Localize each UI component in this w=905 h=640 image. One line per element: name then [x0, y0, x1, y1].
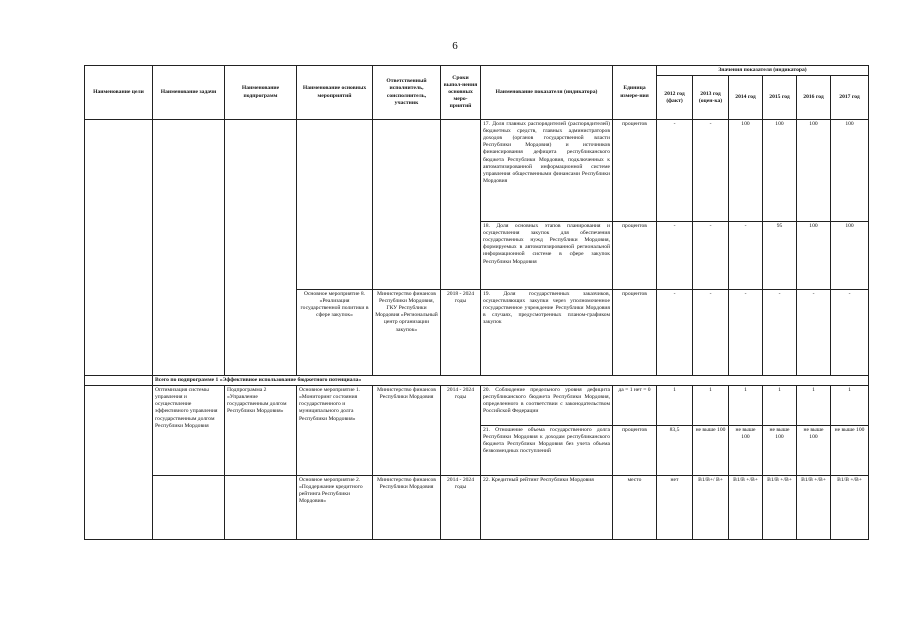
value-cell: не выше 100	[831, 426, 869, 476]
header-year: 2015 год	[763, 76, 797, 120]
value-cell: 1	[831, 386, 869, 426]
value-cell: -	[763, 290, 797, 376]
unit-cell: процентов	[613, 426, 657, 476]
value-cell: -	[729, 290, 763, 376]
value-cell: 100	[797, 120, 831, 222]
indicator-cell: 22. Кредитный рейтинг Республики Мордовия	[481, 476, 613, 540]
header-goal: Наименование цели	[85, 66, 153, 120]
header-values-group: Значения показателя (индикатора)	[657, 66, 869, 76]
value-cell: нет	[657, 476, 693, 540]
subprogram-total: Всего по подпрограмме 1 «Эффективное использование бюджетного потенциала»	[153, 376, 869, 386]
goal-cell	[85, 376, 153, 386]
header-year: 2012 год (факт)	[657, 76, 693, 120]
value-cell: -	[797, 290, 831, 376]
value-cell: 95	[763, 222, 797, 290]
indicator-cell: 21. Отношение объема государственного долга Республики Мордовия к доходам республиканского бюджета Республики Мордовия без учета объема безвозмездных поступлений	[481, 426, 613, 476]
terms-cell: 2014 - 2024 годы	[441, 476, 481, 540]
value-cell: 100	[831, 222, 869, 290]
subprogram-cell	[225, 476, 297, 540]
header-subprogram: Наименование подпрограмм	[225, 66, 297, 120]
unit-cell: место	[613, 476, 657, 540]
table-row	[85, 476, 869, 540]
terms-cell	[441, 120, 481, 290]
indicator-cell: 17. Доля главных распорядителей (распорядителей) бюджетных средств, главных администраторов доходов (органов государственной власти Республики Мордовия) и источников финансирования дефицита республиканского бюджета Республики Мордовия, подключенных к автоматизированной информационной системе управления общественными финансами Республики Мордовия	[481, 120, 613, 222]
goal-cell	[85, 386, 153, 540]
executor-cell: Министерство финансов Республики Мордовия	[373, 476, 441, 540]
page-number: 6	[452, 40, 458, 52]
value-cell: 1	[763, 386, 797, 426]
header-indicator: Наименование показателя (индикатора)	[481, 66, 613, 120]
terms-cell: 2014 - 2024 годы	[441, 386, 481, 476]
value-cell: не выше 100	[797, 426, 831, 476]
value-cell: -	[657, 222, 693, 290]
value-cell: 1	[693, 386, 729, 426]
indicator-cell: 19. Доля государственных заказчиков, осуществляющих закупки через уполномоченное государственное учреждение Республики Мордовия в случаях, предусмотренных планом-графиком закупок	[481, 290, 613, 376]
value-cell: не выше 100	[729, 426, 763, 476]
terms-cell: 2018 - 2024 годы	[441, 290, 481, 376]
value-cell: не выше 100	[693, 426, 729, 476]
value-cell: -	[693, 120, 729, 222]
indicator-cell: 20. Соблюдение предельного уровня дефицита республиканского бюджета Республики Мордовия, определенного в соответствии с законодательством Российской Федерации	[481, 386, 613, 426]
value-cell: -	[657, 120, 693, 222]
subprogram-cell	[225, 120, 297, 376]
measure-cell: Основное мероприятие 8. «Реализация государственной политики в сфере закупок»	[297, 290, 373, 376]
indicator-cell: 18. Доля основных этапов планирования и осуществления закупок для обеспечения государственных нужд Республики Мордовия, формируемых в автоматизированной региональной информационной системе в сфере закупок Республики Мордовия	[481, 222, 613, 290]
header-year: 2013 год (оцен-ка)	[693, 76, 729, 120]
header-year: 2016 год	[797, 76, 831, 120]
unit-cell: процентов	[613, 120, 657, 222]
value-cell: -	[693, 222, 729, 290]
header-task: Наименование задачи	[153, 66, 225, 120]
value-cell: -	[693, 290, 729, 376]
value-cell: -	[831, 290, 869, 376]
value-cell: B1/B +/B+	[729, 476, 763, 540]
value-cell: 83,5	[657, 426, 693, 476]
value-cell: B1/B+/ B+	[693, 476, 729, 540]
header-unit: Единица измере-ния	[613, 66, 657, 120]
value-cell: B1/B +/B+	[763, 476, 797, 540]
task-cell: Оптимизация системы управления и осуществление эффективного управления государственным долгом Республики Мордовия	[153, 386, 225, 476]
header-executor: Ответственный исполнитель, соисполнитель, участник	[373, 66, 441, 120]
subprogram-cell: Подпрограмма 2 «Управление государственным долгом Республики Мордовия»	[225, 386, 297, 476]
unit-cell: процентов	[613, 222, 657, 290]
value-cell: 100	[763, 120, 797, 222]
executor-cell: Министерство финансов Республики Мордовия, ГКУ Республики Мордовия «Региональный центр организации закупок»	[373, 290, 441, 376]
unit-cell: процентов	[613, 290, 657, 376]
measure-cell: Основное мероприятие 1. «Мониторинг состояния государственного и муниципального долга Республики Мордовия»	[297, 386, 373, 476]
value-cell: 1	[657, 386, 693, 426]
header-terms: Сроки выпол-нения основных меро-приятий	[441, 66, 481, 120]
value-cell: -	[729, 222, 763, 290]
table-row	[85, 376, 869, 386]
goal-cell	[85, 120, 153, 376]
task-cell	[153, 476, 225, 540]
value-cell: 100	[797, 222, 831, 290]
header-year: 2014 год	[729, 76, 763, 120]
table-row	[85, 120, 869, 222]
executor-cell	[373, 120, 441, 290]
value-cell: 100	[831, 120, 869, 222]
executor-cell: Министерство финансов Республики Мордовия	[373, 386, 441, 476]
measure-cell	[297, 120, 373, 290]
task-cell	[153, 120, 225, 376]
header-measures: Наименование основных мероприятий	[297, 66, 373, 120]
value-cell: 1	[797, 386, 831, 426]
value-cell: не выше 100	[763, 426, 797, 476]
table-row	[85, 386, 869, 426]
value-cell: 100	[729, 120, 763, 222]
value-cell: -	[657, 290, 693, 376]
header-year: 2017 год	[831, 76, 869, 120]
indicators-table	[84, 65, 869, 540]
value-cell: 1	[729, 386, 763, 426]
value-cell: B1/B +/B+	[831, 476, 869, 540]
unit-cell: да = 1 нет = 0	[613, 386, 657, 426]
value-cell: B1/B +/B+	[797, 476, 831, 540]
measure-cell: Основное мероприятие 2. «Поддержание кредитного рейтинга Республики Мордовия»	[297, 476, 373, 540]
